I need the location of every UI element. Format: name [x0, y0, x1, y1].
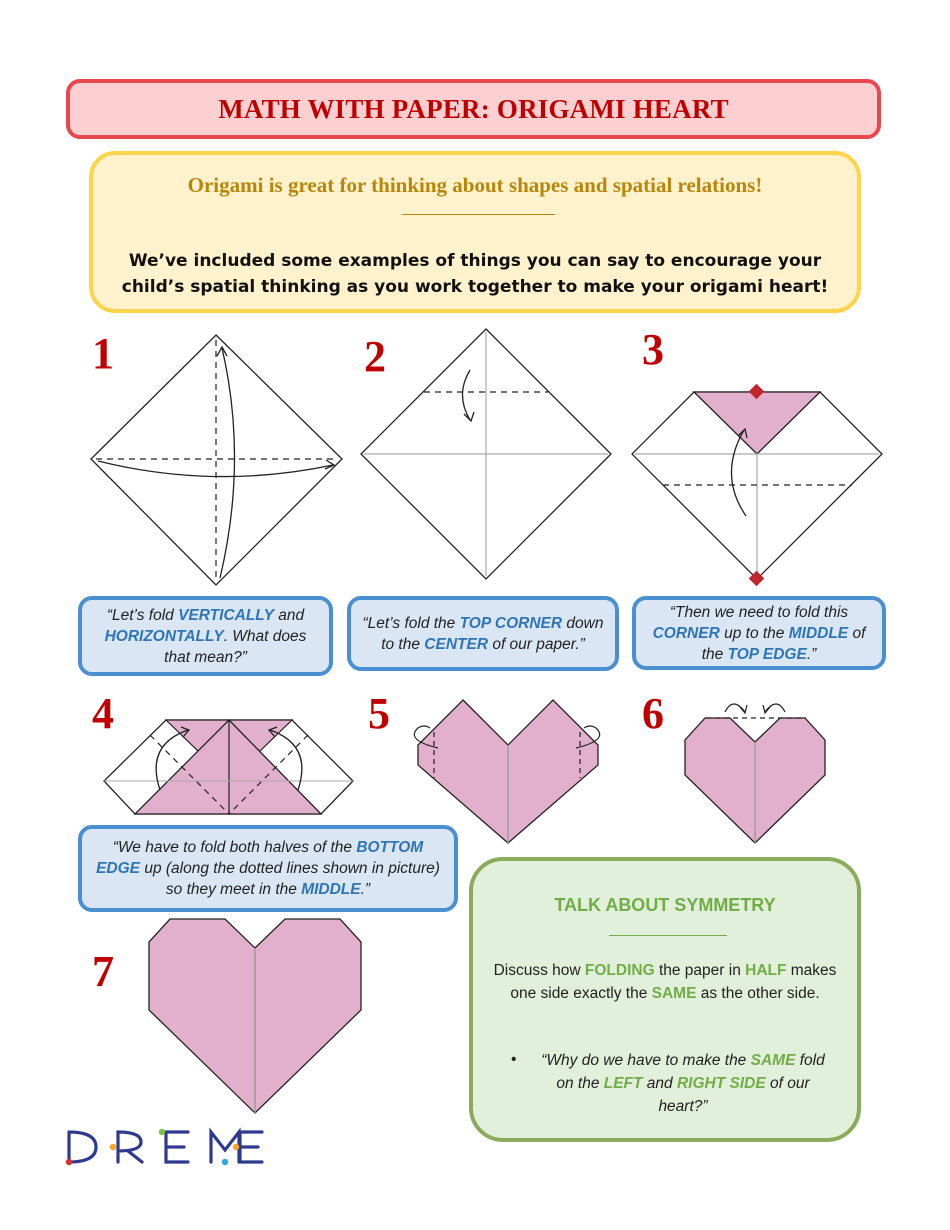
symmetry-divider — [609, 935, 727, 936]
keyword: CORNER — [652, 624, 720, 642]
caption-text: makes one side exactly the — [510, 962, 837, 1002]
step-number-5: 5 — [368, 689, 390, 738]
keyword: FOLDING — [584, 962, 655, 979]
keyword: VERTICALLY — [178, 606, 274, 624]
keyword: SAME — [750, 1052, 796, 1069]
keyword: HORIZONTALLY — [104, 627, 224, 645]
caption-text: as the other side. — [696, 985, 820, 1002]
symmetry-heading: TALK ABOUT SYMMETRY — [554, 895, 776, 915]
keyword: TOP CORNER — [459, 614, 563, 632]
caption-text: the paper in — [654, 962, 746, 979]
caption-text: fold on the — [556, 1052, 825, 1092]
caption-text: up to the — [719, 624, 789, 642]
step-number-4: 4 — [92, 689, 114, 738]
page-title: MATH WITH PAPER: ORIGAMI HEART — [218, 93, 729, 124]
symmetry-body — [493, 959, 837, 1005]
symmetry-bullet: • — [511, 1051, 517, 1068]
caption-text: “Then we need to fold this — [669, 603, 849, 621]
symmetry-panel — [469, 857, 861, 1142]
caption-text: .” — [806, 645, 817, 663]
caption-text: and — [273, 606, 305, 624]
keyword: SAME — [651, 985, 697, 1002]
caption-text: of the — [701, 624, 866, 663]
caption-text: down to the — [381, 614, 604, 653]
dreme-logo — [66, 1128, 266, 1168]
caption-text: “Let’s fold — [106, 606, 179, 624]
keyword: BOTTOM EDGE — [96, 839, 424, 877]
caption-text: and — [642, 1075, 677, 1092]
step-3-caption — [632, 596, 886, 670]
keyword: CENTER — [424, 635, 489, 653]
keyword: LEFT — [603, 1075, 643, 1092]
caption-text: Discuss how — [493, 962, 585, 979]
caption-text: .” — [360, 881, 371, 898]
caption-text: of our heart?” — [658, 1075, 810, 1115]
keyword: RIGHT SIDE — [676, 1075, 766, 1092]
keyword: MIDDLE — [301, 881, 361, 898]
step-number-1: 1 — [92, 329, 114, 378]
step-4-caption — [78, 825, 458, 912]
step-2-caption — [347, 596, 619, 671]
step-number-3: 3 — [642, 325, 664, 374]
step-1-caption — [78, 596, 333, 676]
keyword: HALF — [745, 962, 787, 979]
intro-body: We’ve included some examples of things you can say to encourage your child’s spatial thinking as you work together to make your origami heart! — [121, 251, 829, 297]
caption-text: “Let’s fold the — [362, 614, 460, 632]
caption-text: of our paper.” — [488, 635, 585, 653]
keyword: TOP EDGE — [727, 645, 807, 663]
caption-text: . What does that mean?” — [164, 627, 307, 666]
dreme-logo-text: DREME — [66, 1128, 70, 1129]
caption-text: “Why do we have to make the — [541, 1052, 751, 1069]
intro-heading: Origami is great for thinking about shapes and spatial relations! — [187, 173, 763, 197]
keyword: MIDDLE — [788, 624, 849, 642]
caption-text: “We have to fold both halves of the — [112, 839, 357, 856]
step-number-2: 2 — [364, 332, 386, 381]
step-number-6: 6 — [642, 689, 664, 738]
step-number-7: 7 — [92, 947, 114, 996]
symmetry-question — [535, 1049, 831, 1118]
caption-text: up (along the dotted lines shown in picture) so they meet in the — [140, 860, 440, 898]
